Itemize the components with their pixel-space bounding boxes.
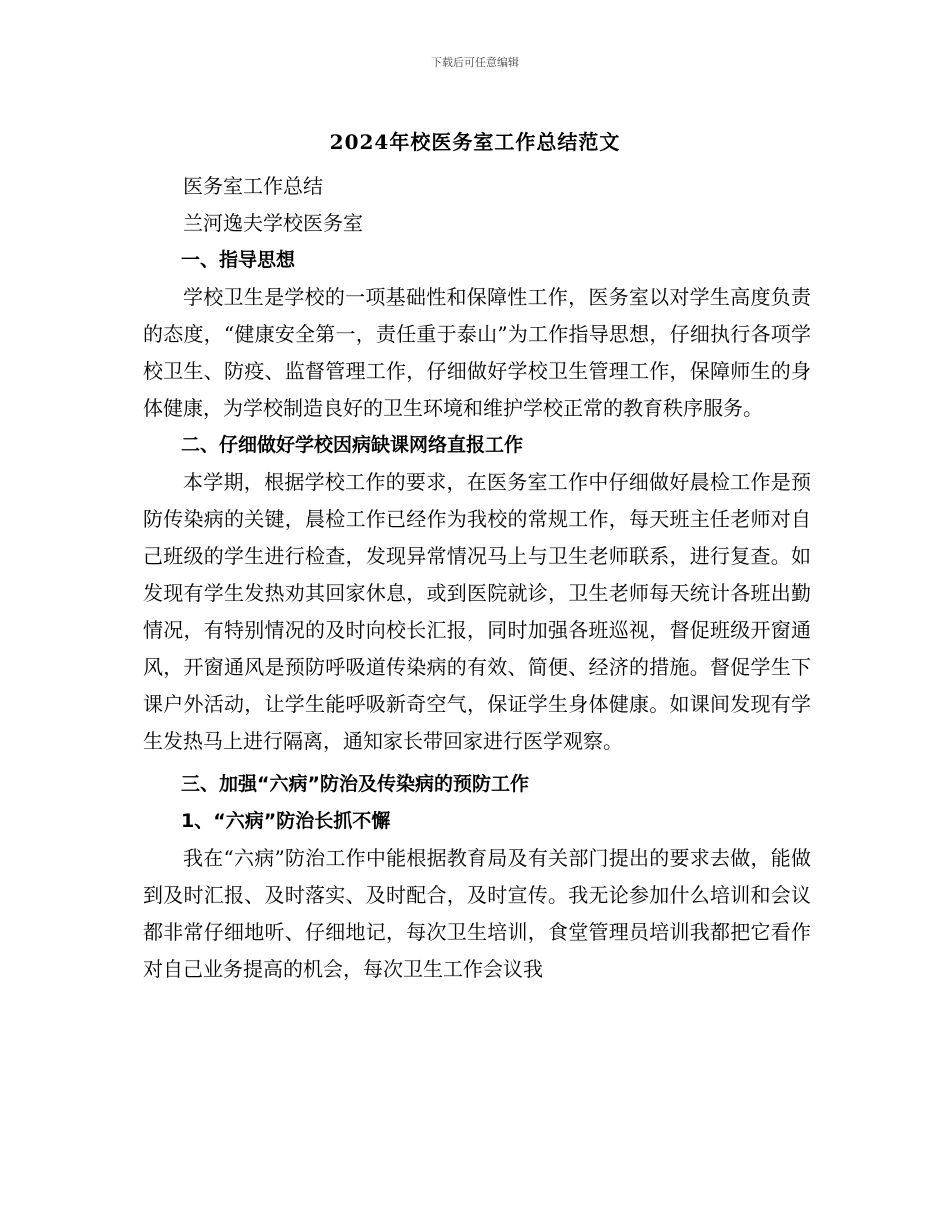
subtitle-school: 兰河逸夫学校医务室 xyxy=(183,211,363,235)
page-header-note: 下载后可任意编辑 xyxy=(431,56,519,69)
section-3-heading: 三、加强“六病”防治及传染病的预防工作 xyxy=(181,773,529,795)
section-2-paragraph: 本学期，根据学校工作的要求，在医务室工作中仔细做好晨检工作是预防传染病的关键，晨检工作已经作为我校的常规工作，每天班主任老师对自己班级的学生进行检查，发现异常情况马上与卫生老师联系，进行复查。如发现有学生发热劝其回家休息，或到医院就诊，卫生老师每天统计各班出勤情况，有特别情况的及时向校长汇报，同时加强各班巡视，督促班级开窗通风，开窗通风是预防呼吸道传染病的有效、简便、经济的措施。督促学生下课户外活动，让学生能呼吸新奇空气，保证学生身体健康。如课间发现有学生发热马上进行隔离，通知家长带回家进行医学观察。 xyxy=(143,470,811,753)
document-title: 2024年校医务室工作总结范文 xyxy=(329,130,621,154)
subtitle-summary: 医务室工作总结 xyxy=(183,174,323,198)
document-body xyxy=(143,168,811,988)
section-3-subheading: 1、“六病”防治长抓不懈 xyxy=(181,810,391,832)
section-2-heading: 二、仔细做好学校因病缺课网络直报工作 xyxy=(181,434,524,456)
section-1-heading: 一、指导思想 xyxy=(181,249,296,271)
section-1-paragraph: 学校卫生是学校的一项基础性和保障性工作，医务室以对学生高度负责的态度，“健康安全第一，责任重于泰山”为工作指导思想，仔细执行各项学校卫生、防疫、监督管理工作，仔细做好学校卫生管理工作，保障师生的身体健康，为学校制造良好的卫生环境和维护学校正常的教育秩序服务。 xyxy=(143,285,811,420)
section-3-paragraph: 我在“六病”防治工作中能根据教育局及有关部门提出的要求去做，能做到及时汇报、及时落实、及时配合，及时宣传。我无论参加什么培训和会议都非常仔细地听、仔细地记，每次卫生培训，食堂管理员培训我都把它看作对自己业务提高的机会，每次卫生工作会议我 xyxy=(143,846,811,981)
